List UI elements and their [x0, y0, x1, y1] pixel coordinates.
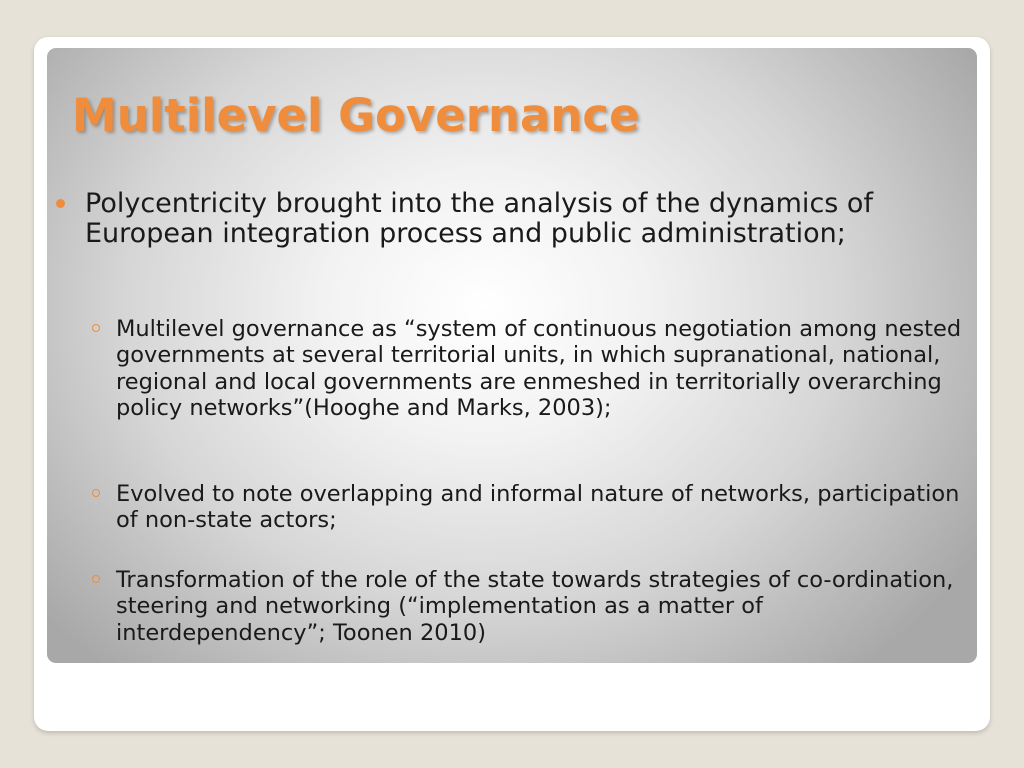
sub-bullet-text: Transformation of the role of the state towards strategies of co-ordination, steering and networking (“implementation as a matter of interdependency”; Toonen 2010) — [116, 567, 954, 646]
bullet-text: Polycentricity brought into the analysis of the dynamics of European integration process and public administration; — [85, 188, 873, 249]
sub-bullet-text: Evolved to note overlapping and informal nature of networks, participation of non-state actors; — [116, 481, 960, 534]
sub-bullet-text: Multilevel governance as “system of continuous negotiation among nested governments at several territorial units, in which supranational, national, regional and local governments are enmeshed in territorially overarching policy networks”(Hooghe and Marks, 2003); — [116, 316, 962, 421]
sub-bullet-ring-icon — [92, 324, 100, 332]
slide-title: Multilevel Governance — [72, 89, 640, 142]
sub-bullet-ring-icon — [92, 489, 100, 497]
bullet-dot-icon — [56, 199, 65, 208]
sub-bullet-ring-icon — [92, 575, 100, 583]
